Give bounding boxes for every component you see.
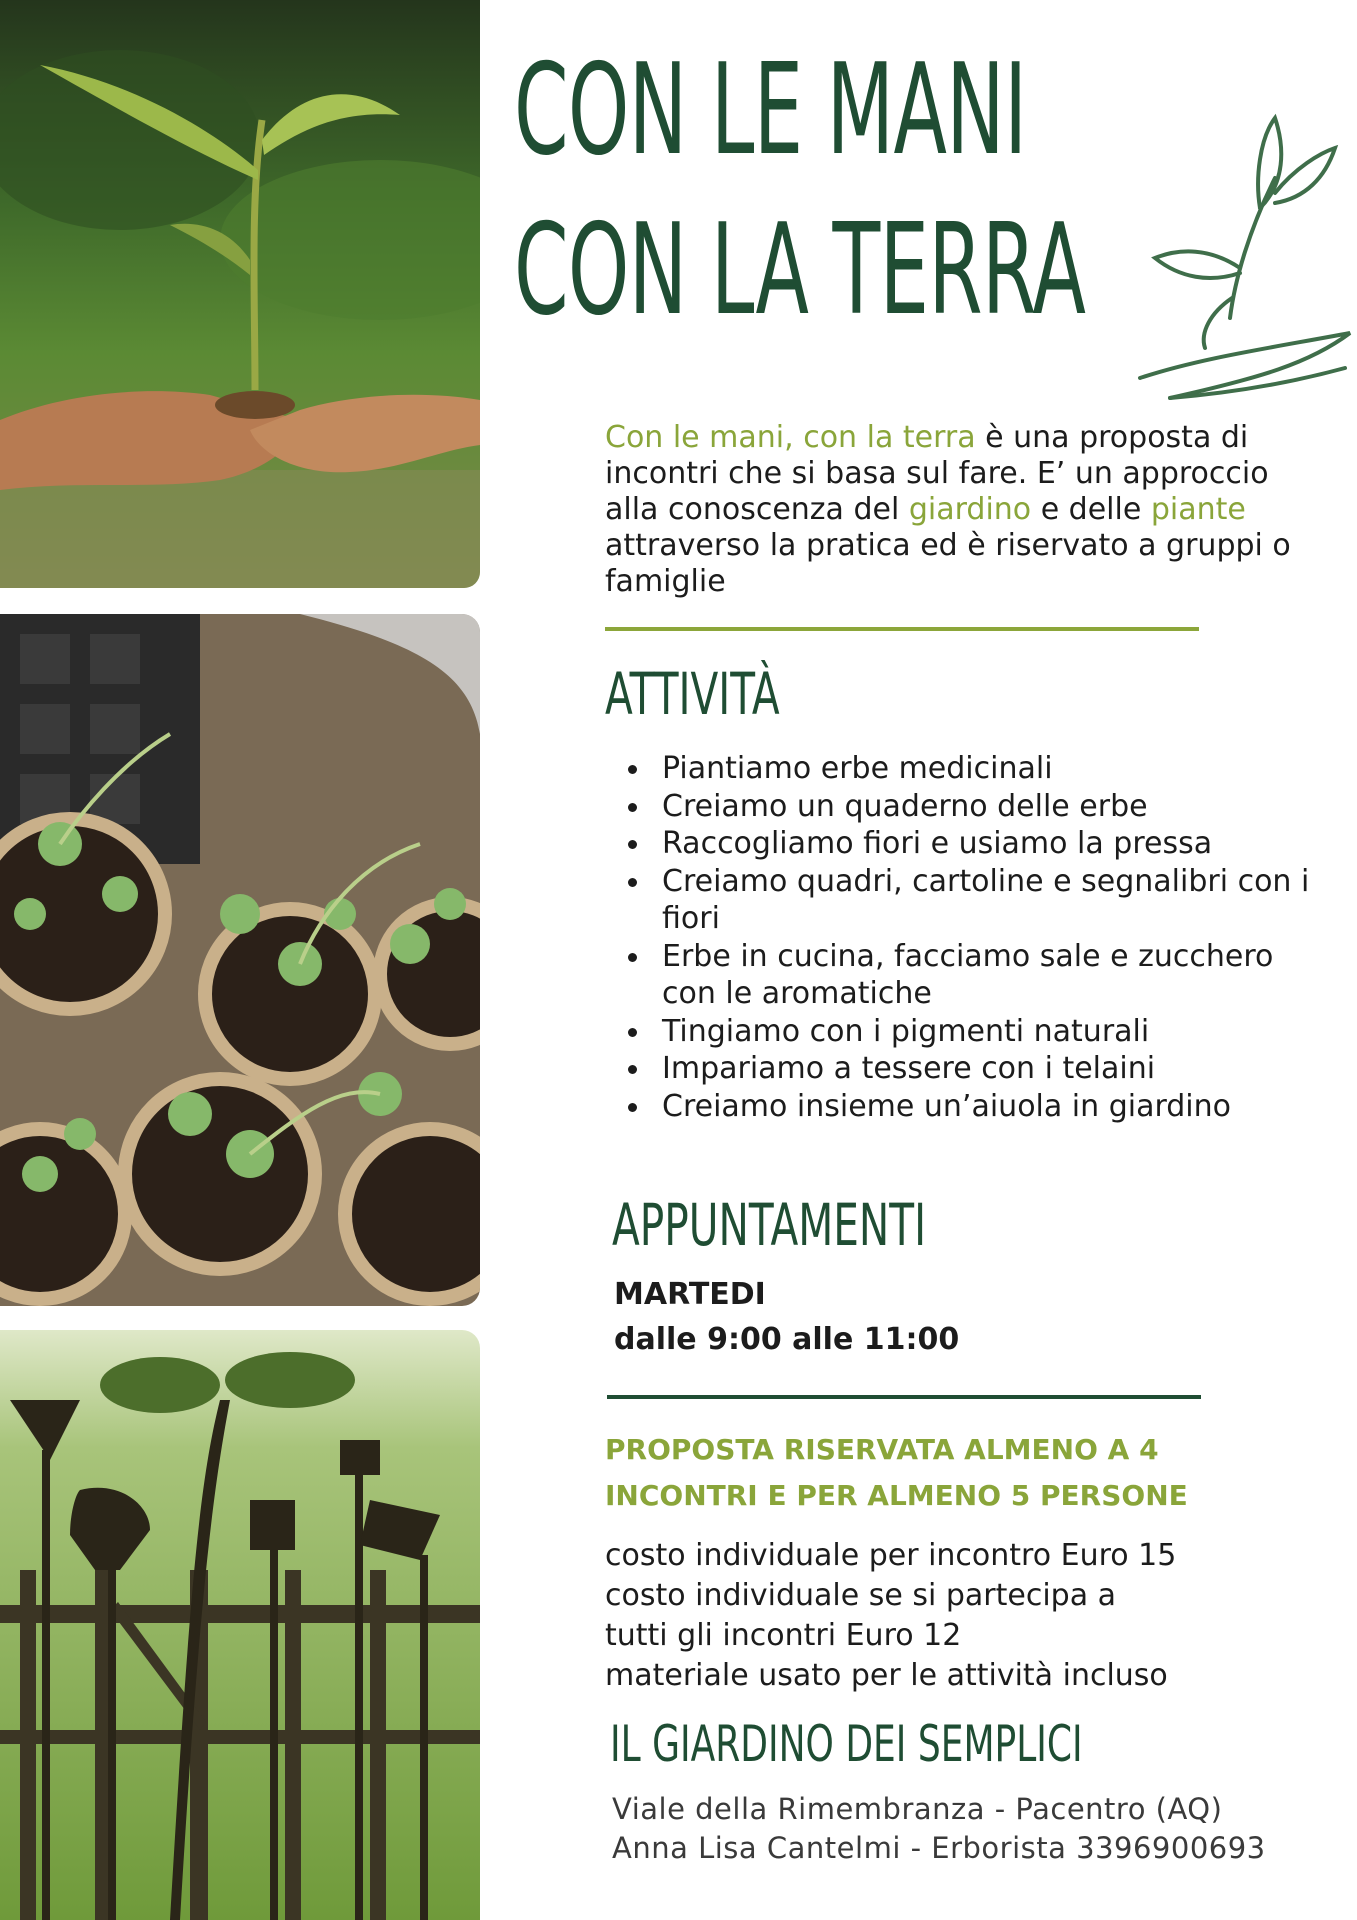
page-title (514, 30, 1085, 350)
cost-single: costo individuale per incontro Euro 15 (605, 1538, 1177, 1573)
list-item: Tingiamo con i pigmenti naturali (622, 1013, 1322, 1051)
address: Viale della Rimembranza - Pacentro (AQ) (612, 1792, 1223, 1826)
list-item: Creiamo insieme un’aiuola in giardino (622, 1088, 1322, 1126)
list-item: Creiamo un quaderno delle erbe (622, 788, 1322, 826)
contact-phone: Anna Lisa Cantelmi - Erborista 3396900693 (612, 1831, 1266, 1865)
appointments-heading: APPUNTAMENTI (612, 1191, 927, 1259)
intro-highlight-plants: piante (1150, 492, 1246, 527)
activities-list (622, 750, 1322, 1125)
title-line-1: CON LE MANI (514, 36, 1027, 183)
contact-block (612, 1790, 1266, 1868)
activities-heading: ATTIVITÀ (605, 660, 780, 728)
place-name: IL GIARDINO DEI SEMPLICI (610, 1715, 1083, 1773)
list-item: Raccogliamo fiori e usiamo la pressa (622, 825, 1322, 863)
list-item: Erbe in cucina, facciamo sale e zucchero con le aromatiche (622, 938, 1322, 1013)
dark-divider (607, 1395, 1201, 1399)
intro-text-1: è una proposta di incontri che si basa sul fare. E’ un approccio alla conoscenza del (605, 420, 1269, 527)
intro-paragraph (605, 420, 1325, 600)
intro-text-3: attraverso la pratica ed è riservato a gruppi o famiglie (605, 528, 1291, 599)
intro-text-2: e delle (1031, 492, 1151, 527)
list-item: Impariamo a tessere con i telaini (622, 1050, 1322, 1088)
list-item: Piantiamo erbe medicinali (622, 750, 1322, 788)
sprig-icon (1110, 108, 1355, 404)
lime-divider (605, 627, 1199, 631)
list-item: Creiamo quadri, cartoline e segnalibri con i fiori (622, 863, 1322, 938)
garden-tools-by-fence-photo (0, 1330, 480, 1920)
appointment-time: dalle 9:00 alle 11:00 (614, 1322, 960, 1357)
reservation-notice: PROPOSTA RISERVATA ALMENO A 4 INCONTRI E PER ALMENO 5 PERSONE (605, 1433, 1188, 1512)
intro-highlight-garden: giardino (908, 492, 1032, 527)
appointment-day: MARTEDI (614, 1277, 766, 1312)
pea-seedlings-in-pots-photo (0, 614, 480, 1306)
title-line-2: CON LA TERRA (514, 196, 1086, 343)
intro-highlight-name: Con le mani, con la terra (605, 420, 976, 455)
cost-all-line-1: costo individuale se si partecipa a (605, 1578, 1116, 1613)
costs-block (605, 1536, 1325, 1696)
cost-all-line-2: tutti gli incontri Euro 12 (605, 1618, 962, 1653)
materials-included: materiale usato per le attività incluso (605, 1658, 1168, 1693)
seedling-in-hands-photo (0, 0, 480, 588)
